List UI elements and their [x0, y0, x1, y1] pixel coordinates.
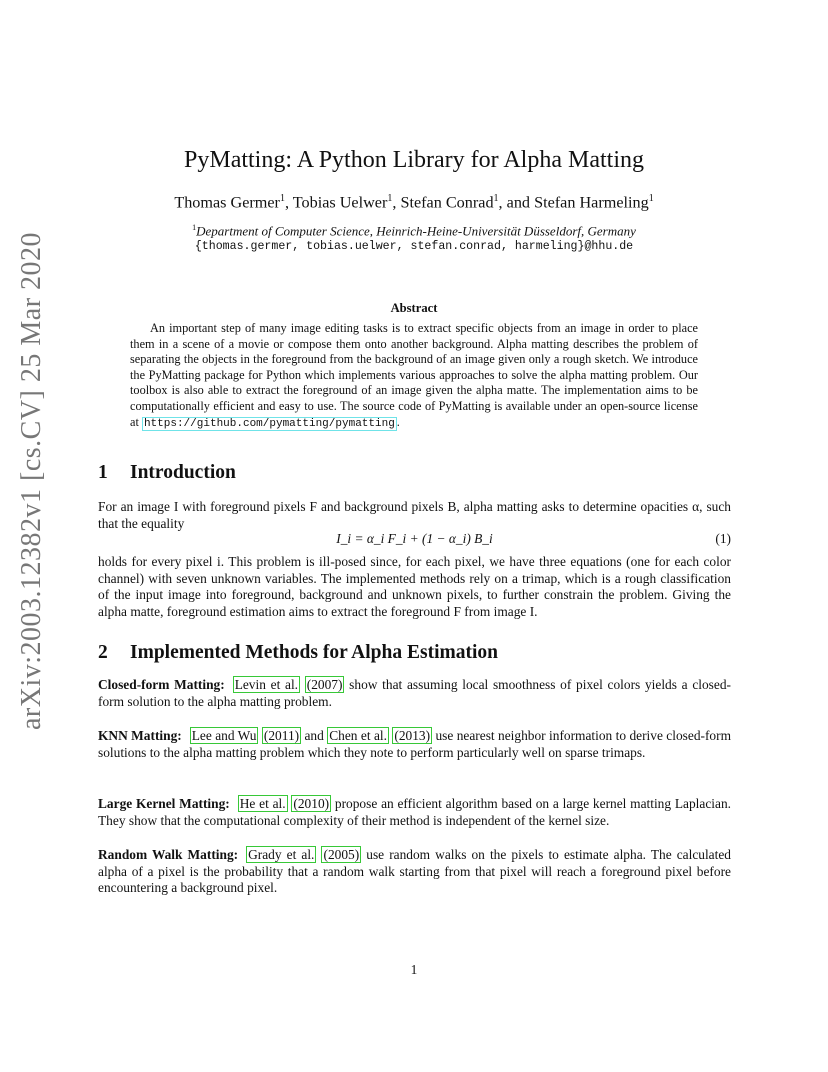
citation-year-link[interactable]: (2013)	[394, 728, 431, 743]
section-number: 2	[98, 642, 108, 663]
intro-paragraph-continued	[98, 554, 731, 620]
abstract	[130, 321, 698, 432]
author-mark: 1	[387, 193, 393, 204]
section-heading-introduction	[98, 462, 236, 484]
abstract-text: An important step of many image editing tasks is to extract specific objects from an image in order to place them in a scene of a movie or compose them onto another background. Alpha matting describes the problem of separating the objects in the foreground from the background of an image given only a rough sketch. We introduce the PyMatting package for Python which implements various approaches to solve the alpha matting problem. Our toolbox is also able to extract the foreground of an image given the alpha matte. The implementation aims to be computationally efficient and easy to use. The source code of PyMatting is available under an open-source license at	[130, 321, 698, 429]
citation-year-link[interactable]: (2007)	[306, 677, 343, 692]
affiliation	[0, 223, 828, 239]
author-separator: ,	[392, 193, 401, 212]
citation-conjunction: and	[301, 728, 328, 743]
method-paragraph	[98, 728, 731, 761]
citation-year-link[interactable]: (2005)	[323, 847, 360, 862]
citation-year-link[interactable]: (2011)	[263, 728, 300, 743]
equation-number: (1)	[715, 531, 731, 546]
author-separator: ,	[284, 193, 293, 212]
abstract-end: .	[396, 414, 400, 429]
author-name: Stefan Harmeling	[534, 193, 649, 212]
method-text: propose an efficient algorithm based on a large kernel matting Laplacian. They show that the computational complexity of their method is independent of the kernel size.	[98, 796, 731, 828]
intro-text-continued: holds for every pixel i. This problem is ill-posed since, for each pixel, we have three equations (one for each color channel) with seven unknown variables. The implemented methods rely on a trimap, which is a rough classification of the input image into foreground, background and unknown pixels, to further constrain the problem. Giving the alpha matte, foreground estimation aims to extract the foreground F from image I.	[98, 554, 731, 619]
intro-text: For an image I with foreground pixels F and background pixels B, alpha matting asks to determine opacities α, such that the equality	[98, 499, 731, 531]
intro-paragraph	[98, 499, 731, 532]
author-mark: 1	[493, 193, 499, 204]
affiliation-text: Department of Computer Science, Heinrich-Heine-Universität Düsseldorf, Germany	[196, 223, 636, 239]
citation-link[interactable]: Levin et al.	[234, 677, 299, 692]
author-mark: 1	[648, 193, 654, 204]
method-name: Large Kernel Matting:	[98, 796, 230, 811]
method-text: use nearest neighbor information to derive closed-form solutions to the alpha matting problem which they note to perform particularly well on sparse trimaps.	[98, 728, 732, 760]
abstract-heading: Abstract	[390, 301, 438, 315]
method-name: Random Walk Matting:	[98, 847, 239, 862]
equation-expression: I_i = α_i F_i + (1 − α_i) B_i	[336, 531, 493, 546]
author-name: Tobias Uelwer	[292, 193, 388, 212]
section-title: Implemented Methods for Alpha Estimation	[130, 642, 498, 663]
author-mark: 1	[279, 193, 285, 204]
arxiv-stamp: arXiv:2003.12382v1 [cs.CV] 25 Mar 2020	[16, 231, 47, 731]
method-paragraph	[98, 847, 731, 897]
equation-1	[98, 531, 731, 549]
author-list	[0, 193, 828, 212]
method-name: Closed-form Matting:	[98, 677, 225, 692]
author-name: Stefan Conrad	[400, 193, 494, 212]
method-name: KNN Matting:	[98, 728, 182, 743]
affiliation-mark: 1	[192, 223, 197, 232]
method-text: show that assuming local smoothness of pixel colors yields a closed-form solution to the alpha matting problem.	[98, 677, 731, 709]
author-separator: , and	[498, 193, 535, 212]
method-paragraph	[98, 677, 731, 710]
section-title: Introduction	[130, 462, 236, 483]
citation-link[interactable]: Lee and Wu	[191, 728, 257, 743]
section-number: 1	[98, 462, 108, 483]
paper-title: PyMatting: A Python Library for Alpha Matting	[184, 147, 644, 173]
author-emails: {thomas.germer, tobias.uelwer, stefan.conrad, harmeling}@hhu.de	[194, 240, 634, 253]
method-paragraph	[98, 796, 731, 829]
citation-year-link[interactable]: (2010)	[293, 796, 330, 811]
citation-link[interactable]: He et al.	[239, 796, 286, 811]
citation-link[interactable]: Grady et al.	[248, 847, 315, 862]
page-number: 1	[410, 962, 418, 977]
method-text: use random walks on the pixels to estimate alpha. The calculated alpha of a pixel is the probability that a random walk starting from that pixel will reach a foreground pixel before encountering a background pixel.	[98, 847, 731, 896]
repository-link[interactable]: https://github.com/pymatting/pymatting	[143, 417, 395, 430]
author-name: Thomas Germer	[174, 193, 280, 212]
citation-link[interactable]: Chen et al.	[329, 728, 387, 743]
section-heading-methods	[98, 642, 498, 664]
